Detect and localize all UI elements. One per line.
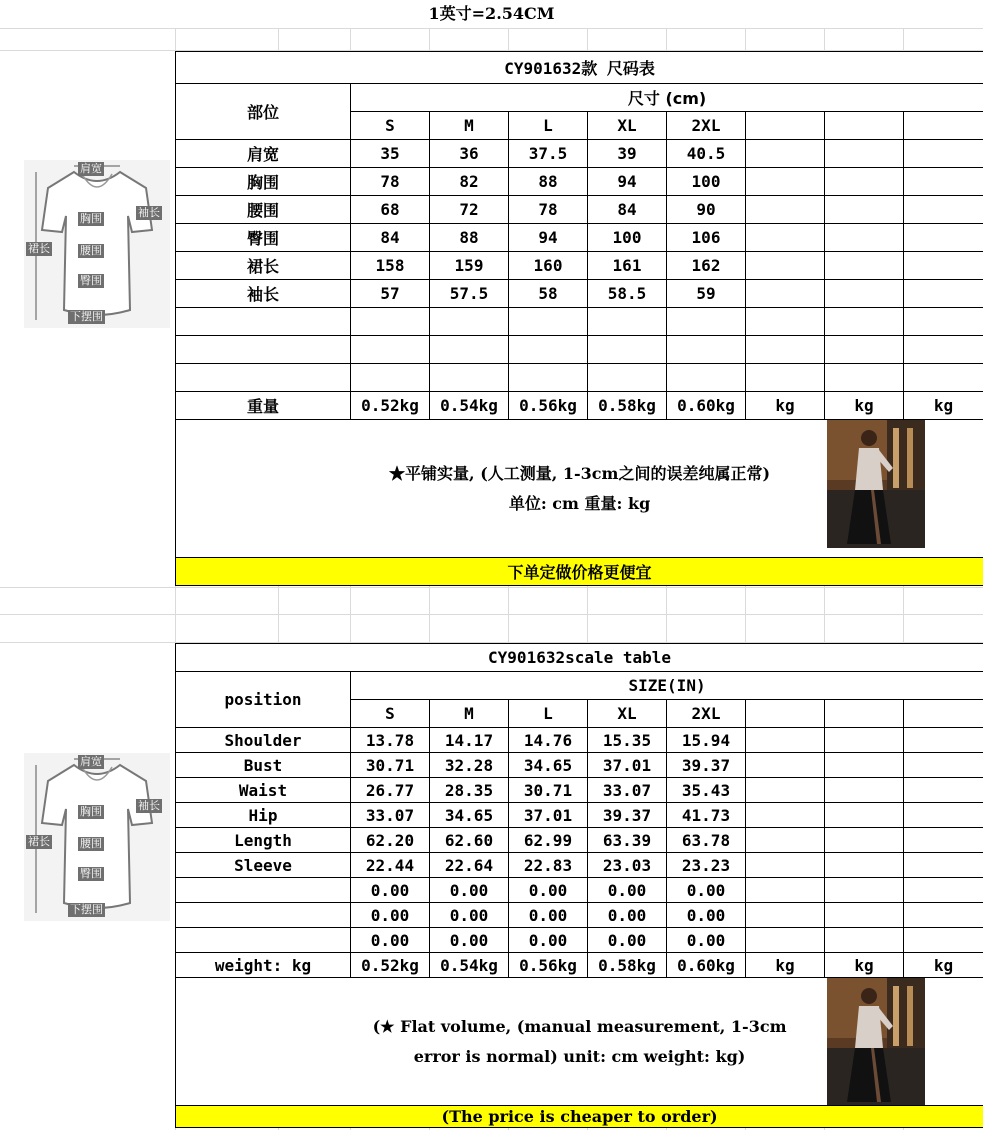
value-cell bbox=[825, 280, 904, 308]
label-length: 裙长 bbox=[28, 242, 50, 255]
table-row bbox=[176, 803, 983, 828]
value-cell: 35 bbox=[351, 140, 430, 168]
value-cell: 90 bbox=[667, 196, 746, 224]
size-cell: 2XL bbox=[667, 112, 746, 140]
value-cell: 33.07 bbox=[588, 778, 667, 803]
value-cell: 94 bbox=[509, 224, 588, 252]
value-cell: 0.00 bbox=[588, 878, 667, 903]
dress-measurement-diagram bbox=[24, 753, 170, 921]
weight-cell: 0.54kg bbox=[430, 953, 509, 978]
value-cell: 58.5 bbox=[588, 280, 667, 308]
table-row bbox=[176, 140, 983, 168]
size-cell: XL bbox=[588, 700, 667, 728]
value-cell bbox=[825, 803, 904, 828]
value-cell bbox=[746, 903, 825, 928]
size-cell bbox=[746, 112, 825, 140]
value-cell: 106 bbox=[667, 224, 746, 252]
size-cell: L bbox=[509, 112, 588, 140]
row-label: 肩宽 bbox=[176, 140, 351, 168]
table-row bbox=[176, 728, 983, 753]
value-cell: 32.28 bbox=[430, 753, 509, 778]
value-cell: 37.01 bbox=[509, 803, 588, 828]
value-cell: 22.44 bbox=[351, 853, 430, 878]
model-photo bbox=[827, 978, 925, 1106]
label-waist: 腰围 bbox=[80, 244, 102, 257]
weight-label: 重量 bbox=[176, 392, 351, 420]
value-cell bbox=[351, 364, 430, 392]
size-cell bbox=[825, 700, 904, 728]
value-cell: 0.00 bbox=[351, 878, 430, 903]
label-hem: 下摆围 bbox=[70, 903, 103, 916]
value-cell: 40.5 bbox=[667, 140, 746, 168]
value-cell: 88 bbox=[430, 224, 509, 252]
value-cell bbox=[904, 853, 983, 878]
value-cell: 0.00 bbox=[430, 928, 509, 953]
value-cell: 88 bbox=[509, 168, 588, 196]
value-cell: 26.77 bbox=[351, 778, 430, 803]
value-cell: 84 bbox=[588, 196, 667, 224]
value-cell: 0.00 bbox=[351, 903, 430, 928]
weight-cell: 0.60kg bbox=[667, 392, 746, 420]
table-row bbox=[176, 778, 983, 803]
value-cell bbox=[746, 728, 825, 753]
value-cell bbox=[904, 903, 983, 928]
value-cell bbox=[825, 878, 904, 903]
weight-cell: 0.56kg bbox=[509, 392, 588, 420]
value-cell bbox=[351, 308, 430, 336]
value-cell: 14.17 bbox=[430, 728, 509, 753]
weight-cell: kg bbox=[904, 392, 983, 420]
value-cell bbox=[904, 196, 983, 224]
order-banner: 下单定做价格更便宜 bbox=[176, 558, 983, 586]
value-cell bbox=[904, 753, 983, 778]
row-label: Bust bbox=[176, 753, 351, 778]
value-cell bbox=[746, 828, 825, 853]
weight-cell: 0.52kg bbox=[351, 953, 430, 978]
value-cell bbox=[746, 928, 825, 953]
weight-cell: 0.54kg bbox=[430, 392, 509, 420]
value-cell bbox=[825, 308, 904, 336]
value-cell: 37.01 bbox=[588, 753, 667, 778]
value-cell bbox=[430, 364, 509, 392]
value-cell bbox=[588, 308, 667, 336]
table-row bbox=[176, 903, 983, 928]
value-cell: 0.00 bbox=[667, 903, 746, 928]
value-cell bbox=[904, 803, 983, 828]
size-chart-en bbox=[175, 643, 983, 1128]
value-cell: 0.00 bbox=[509, 928, 588, 953]
value-cell bbox=[825, 853, 904, 878]
value-cell: 23.03 bbox=[588, 853, 667, 878]
note-line-1: ★平铺实量, (人工测量, 1-3cm之间的误差纯属正常) bbox=[389, 463, 771, 483]
value-cell bbox=[904, 828, 983, 853]
value-cell bbox=[430, 308, 509, 336]
value-cell: 0.00 bbox=[509, 903, 588, 928]
measurement-note bbox=[176, 978, 983, 1106]
row-label: Hip bbox=[176, 803, 351, 828]
table-title: CY901632款 尺码表 bbox=[176, 52, 983, 84]
row-label bbox=[176, 364, 351, 392]
table-row bbox=[176, 878, 983, 903]
value-cell: 72 bbox=[430, 196, 509, 224]
order-banner: (The price is cheaper to order) bbox=[176, 1106, 983, 1128]
weight-label: weight: kg bbox=[176, 953, 351, 978]
table-row bbox=[176, 828, 983, 853]
value-cell: 0.00 bbox=[667, 928, 746, 953]
weight-cell: 0.52kg bbox=[351, 392, 430, 420]
value-cell bbox=[904, 336, 983, 364]
size-chart-cn bbox=[175, 51, 983, 586]
size-cell bbox=[825, 112, 904, 140]
value-cell: 62.20 bbox=[351, 828, 430, 853]
value-cell: 15.94 bbox=[667, 728, 746, 753]
value-cell bbox=[904, 168, 983, 196]
value-cell bbox=[667, 364, 746, 392]
size-cell: XL bbox=[588, 112, 667, 140]
value-cell bbox=[825, 224, 904, 252]
table-row bbox=[176, 928, 983, 953]
value-cell: 28.35 bbox=[430, 778, 509, 803]
column-header-position: position bbox=[176, 672, 351, 728]
value-cell bbox=[746, 853, 825, 878]
table-row bbox=[176, 364, 983, 392]
value-cell bbox=[825, 336, 904, 364]
value-cell bbox=[746, 308, 825, 336]
page-title: 1英寸=2.54CM bbox=[0, 0, 983, 28]
value-cell bbox=[509, 336, 588, 364]
model-photo bbox=[827, 420, 925, 548]
table-row bbox=[176, 336, 983, 364]
weight-cell: 0.56kg bbox=[509, 953, 588, 978]
size-cell: M bbox=[430, 112, 509, 140]
note-line-2: error is normal) unit: cm weight: kg) bbox=[413, 1046, 746, 1066]
value-cell: 0.00 bbox=[351, 928, 430, 953]
row-label bbox=[176, 878, 351, 903]
label-sleeve: 袖长 bbox=[138, 799, 160, 812]
row-label bbox=[176, 308, 351, 336]
table-row bbox=[176, 753, 983, 778]
value-cell bbox=[825, 928, 904, 953]
value-cell: 41.73 bbox=[667, 803, 746, 828]
row-label bbox=[176, 903, 351, 928]
size-cell: S bbox=[351, 700, 430, 728]
value-cell: 35.43 bbox=[667, 778, 746, 803]
value-cell bbox=[825, 252, 904, 280]
measurement-note bbox=[176, 420, 983, 558]
size-cell: 2XL bbox=[667, 700, 746, 728]
value-cell bbox=[904, 140, 983, 168]
value-cell: 84 bbox=[351, 224, 430, 252]
label-bust: 胸围 bbox=[80, 805, 102, 818]
value-cell bbox=[904, 728, 983, 753]
value-cell: 39.37 bbox=[588, 803, 667, 828]
value-cell bbox=[351, 336, 430, 364]
size-cell: M bbox=[430, 700, 509, 728]
value-cell bbox=[904, 778, 983, 803]
value-cell bbox=[825, 364, 904, 392]
value-cell: 37.5 bbox=[509, 140, 588, 168]
label-hip: 臀围 bbox=[80, 274, 102, 287]
value-cell: 63.78 bbox=[667, 828, 746, 853]
row-label: Shoulder bbox=[176, 728, 351, 753]
value-cell: 33.07 bbox=[351, 803, 430, 828]
row-label bbox=[176, 928, 351, 953]
weight-cell: kg bbox=[904, 953, 983, 978]
value-cell bbox=[904, 928, 983, 953]
value-cell: 22.83 bbox=[509, 853, 588, 878]
value-cell bbox=[746, 168, 825, 196]
weight-cell: 0.58kg bbox=[588, 953, 667, 978]
value-cell: 62.60 bbox=[430, 828, 509, 853]
size-header: 尺寸 (cm) bbox=[351, 84, 983, 112]
value-cell bbox=[588, 336, 667, 364]
table-row bbox=[176, 168, 983, 196]
value-cell bbox=[746, 196, 825, 224]
value-cell bbox=[746, 803, 825, 828]
value-cell bbox=[509, 364, 588, 392]
value-cell: 57 bbox=[351, 280, 430, 308]
label-sleeve: 袖长 bbox=[138, 206, 160, 219]
value-cell bbox=[667, 308, 746, 336]
label-waist: 腰围 bbox=[80, 837, 102, 850]
value-cell: 58 bbox=[509, 280, 588, 308]
weight-cell: kg bbox=[746, 953, 825, 978]
value-cell: 78 bbox=[351, 168, 430, 196]
value-cell bbox=[746, 140, 825, 168]
size-cell bbox=[904, 700, 983, 728]
value-cell bbox=[667, 336, 746, 364]
size-cell: L bbox=[509, 700, 588, 728]
value-cell: 62.99 bbox=[509, 828, 588, 853]
row-label: 裙长 bbox=[176, 252, 351, 280]
value-cell: 161 bbox=[588, 252, 667, 280]
value-cell bbox=[746, 224, 825, 252]
size-cell bbox=[746, 700, 825, 728]
value-cell: 78 bbox=[509, 196, 588, 224]
value-cell bbox=[825, 903, 904, 928]
row-label: 腰围 bbox=[176, 196, 351, 224]
size-cell: S bbox=[351, 112, 430, 140]
value-cell: 0.00 bbox=[509, 878, 588, 903]
value-cell: 39.37 bbox=[667, 753, 746, 778]
value-cell: 0.00 bbox=[430, 878, 509, 903]
value-cell: 0.00 bbox=[588, 928, 667, 953]
label-shoulder: 肩宽 bbox=[80, 755, 102, 768]
row-label: Waist bbox=[176, 778, 351, 803]
value-cell bbox=[825, 728, 904, 753]
value-cell: 100 bbox=[588, 224, 667, 252]
weight-row bbox=[176, 953, 983, 978]
weight-row bbox=[176, 392, 983, 420]
value-cell: 30.71 bbox=[509, 778, 588, 803]
value-cell bbox=[825, 168, 904, 196]
value-cell: 34.65 bbox=[430, 803, 509, 828]
value-cell: 82 bbox=[430, 168, 509, 196]
value-cell bbox=[904, 280, 983, 308]
value-cell: 0.00 bbox=[588, 903, 667, 928]
value-cell bbox=[904, 252, 983, 280]
value-cell bbox=[825, 140, 904, 168]
row-label: 胸围 bbox=[176, 168, 351, 196]
label-hip: 臀围 bbox=[80, 867, 102, 880]
dress-measurement-diagram bbox=[24, 160, 170, 328]
column-header-part: 部位 bbox=[176, 84, 351, 140]
value-cell bbox=[746, 280, 825, 308]
value-cell: 14.76 bbox=[509, 728, 588, 753]
value-cell: 22.64 bbox=[430, 853, 509, 878]
label-length: 裙长 bbox=[28, 835, 50, 848]
value-cell bbox=[509, 308, 588, 336]
value-cell: 162 bbox=[667, 252, 746, 280]
weight-cell: kg bbox=[825, 392, 904, 420]
value-cell: 158 bbox=[351, 252, 430, 280]
table-row bbox=[176, 196, 983, 224]
value-cell: 13.78 bbox=[351, 728, 430, 753]
value-cell: 68 bbox=[351, 196, 430, 224]
value-cell: 94 bbox=[588, 168, 667, 196]
value-cell: 30.71 bbox=[351, 753, 430, 778]
value-cell bbox=[746, 753, 825, 778]
value-cell: 59 bbox=[667, 280, 746, 308]
value-cell bbox=[825, 828, 904, 853]
note-line-2: 单位: cm 重量: kg bbox=[508, 493, 651, 513]
row-label: 袖长 bbox=[176, 280, 351, 308]
value-cell: 160 bbox=[509, 252, 588, 280]
table-row bbox=[176, 853, 983, 878]
table-row bbox=[176, 224, 983, 252]
value-cell: 100 bbox=[667, 168, 746, 196]
value-cell bbox=[746, 252, 825, 280]
value-cell bbox=[746, 364, 825, 392]
value-cell: 34.65 bbox=[509, 753, 588, 778]
weight-cell: 0.60kg bbox=[667, 953, 746, 978]
row-label: Sleeve bbox=[176, 853, 351, 878]
value-cell: 15.35 bbox=[588, 728, 667, 753]
table-row bbox=[176, 252, 983, 280]
row-label bbox=[176, 336, 351, 364]
value-cell: 159 bbox=[430, 252, 509, 280]
value-cell: 57.5 bbox=[430, 280, 509, 308]
value-cell bbox=[430, 336, 509, 364]
value-cell bbox=[746, 336, 825, 364]
label-shoulder: 肩宽 bbox=[80, 162, 102, 175]
value-cell bbox=[904, 364, 983, 392]
value-cell: 63.39 bbox=[588, 828, 667, 853]
value-cell bbox=[588, 364, 667, 392]
value-cell: 23.23 bbox=[667, 853, 746, 878]
table-title: CY901632scale table bbox=[176, 644, 983, 672]
table-row bbox=[176, 280, 983, 308]
value-cell bbox=[746, 878, 825, 903]
size-header: SIZE(IN) bbox=[351, 672, 983, 700]
weight-cell: kg bbox=[825, 953, 904, 978]
label-hem: 下摆围 bbox=[70, 310, 103, 323]
value-cell: 39 bbox=[588, 140, 667, 168]
value-cell: 0.00 bbox=[430, 903, 509, 928]
value-cell: 36 bbox=[430, 140, 509, 168]
size-cell bbox=[904, 112, 983, 140]
table-row bbox=[176, 308, 983, 336]
label-bust: 胸围 bbox=[80, 212, 102, 225]
weight-cell: 0.58kg bbox=[588, 392, 667, 420]
value-cell bbox=[746, 778, 825, 803]
value-cell bbox=[904, 224, 983, 252]
value-cell bbox=[904, 878, 983, 903]
weight-cell: kg bbox=[746, 392, 825, 420]
value-cell bbox=[825, 196, 904, 224]
value-cell bbox=[825, 753, 904, 778]
value-cell bbox=[904, 308, 983, 336]
row-label: Length bbox=[176, 828, 351, 853]
row-label: 臀围 bbox=[176, 224, 351, 252]
value-cell bbox=[825, 778, 904, 803]
value-cell: 0.00 bbox=[667, 878, 746, 903]
note-line-1: (★ Flat volume, (manual measurement, 1-3cm bbox=[372, 1016, 787, 1036]
